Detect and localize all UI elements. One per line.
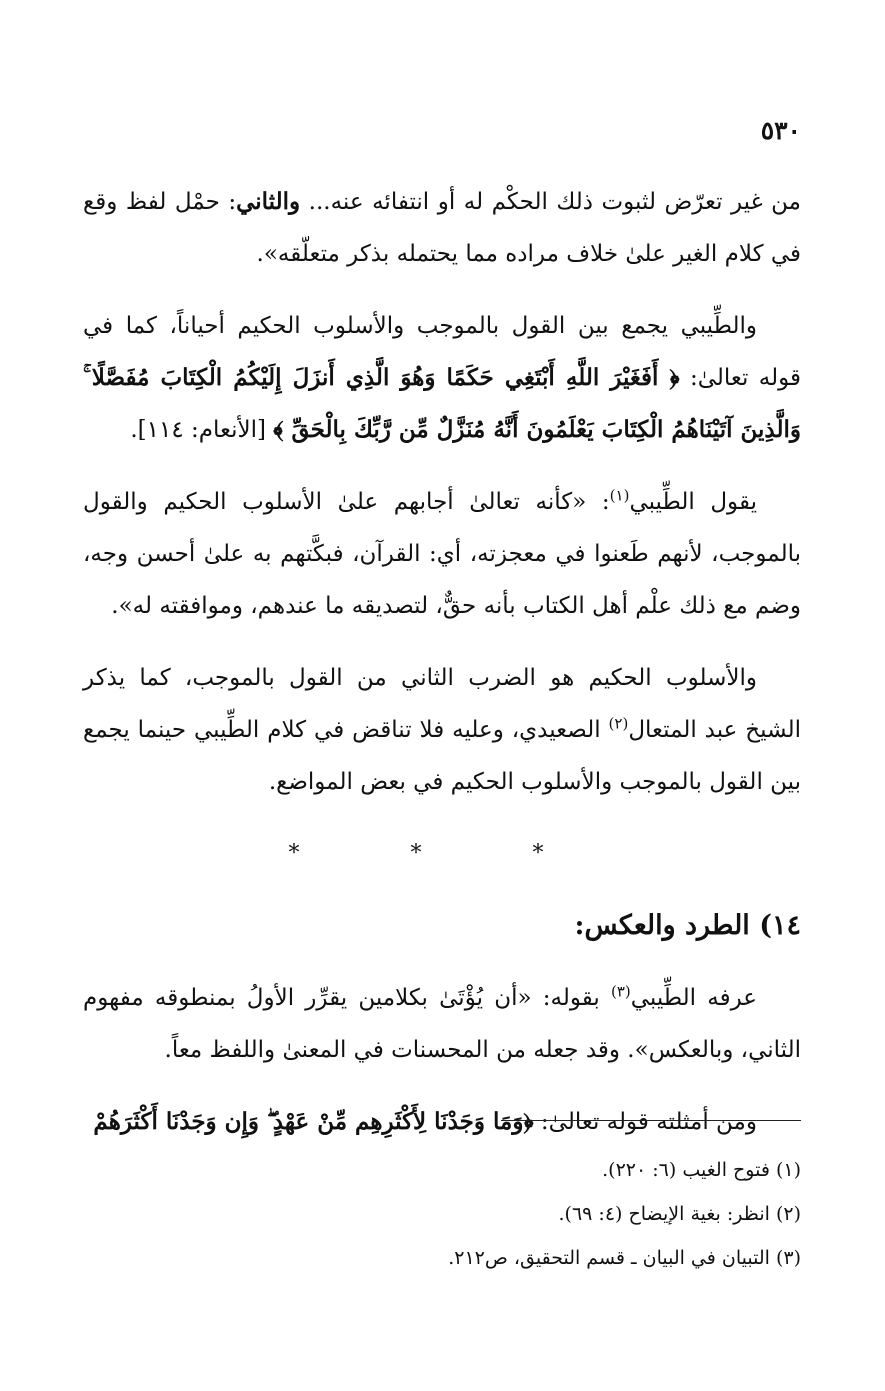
paragraph-3	[83, 476, 801, 632]
text-run: يقول الطِّيبي	[629, 489, 757, 515]
paragraph-1	[83, 176, 801, 280]
text-run: : حمْل لفظ وقع في كلام الغير علىٰ خلاف مراده مما يحتمله بذكر متعلّقه».	[83, 189, 801, 267]
footnote-marker[interactable]: (٢)	[608, 714, 629, 733]
paragraph-5	[83, 972, 801, 1076]
text-run: عرفه الطِّيبي	[630, 985, 757, 1011]
quran-verse: ﴿وَمَا وَجَدْنَا لِأَكْثَرِهِم مِّنْ عَهْدٍ ۖ وَإِن وَجَدْنَا أَكْثَرَهُمْ	[93, 1108, 534, 1135]
text-run: والطِّيبي يجمع بين القول بالموجب والأسلوب الحكيم أحياناً، كما في قوله تعالىٰ:	[83, 313, 801, 391]
text-run: من غير تعرّض لثبوت ذلك الحكْم له أو انتفائه عنه...	[300, 189, 801, 215]
bold-term: والثاني	[236, 188, 301, 215]
verse-reference: [الأنعام: ١١٤].	[130, 417, 274, 443]
main-text	[83, 176, 801, 1168]
text-run: بقوله: «أن يُؤْتَىٰ بكلامين يقرِّر الأولُ بمنطوقه مفهوم الثاني، وبالعكس». وقد جعله من المحسنات في المعنىٰ واللفظ معاً.	[83, 985, 801, 1063]
footnote-separator	[501, 1120, 801, 1121]
page-number: ٥٣٠	[760, 116, 801, 145]
footnote-1: (١) فتوح الغيب (٦: ٢٢٠).	[602, 1159, 801, 1181]
footnote-2: (٢) انظر: بغية الإيضاح (٤: ٦٩).	[558, 1203, 801, 1225]
paragraph-4	[83, 652, 801, 808]
quran-verse: ﴿ أَفَغَيْرَ اللَّهِ أَبْتَغِي حَكَمًا وَهُوَ الَّذِي أَنزَلَ إِلَيْكُمُ الْكِتَابَ مُفَصَّلًا ۚ وَالَّذِينَ آتَيْنَاهُمُ الْكِتَابَ يَعْلَمُونَ أَنَّهُ مُنَزَّلٌ مِّن رَّبِّكَ بِالْحَقِّ ﴾	[83, 364, 801, 443]
footnote-marker[interactable]: (١)	[609, 486, 630, 505]
footnotes	[83, 1148, 801, 1280]
text-run: : «كأنه تعالىٰ أجابهم علىٰ الأسلوب الحكيم والقول بالموجب، لأنهم طَعنوا في معجزته، أي: القرآن، فبكَّتهم به علىٰ أحسن وجه، وضم مع ذلك علْم أهل الكتاب بأنه حقٌّ، لتصديقه ما عندهم، وموافقته له».	[83, 489, 801, 619]
footnote-marker[interactable]: (٣)	[610, 982, 631, 1001]
text-run: الصعيدي، وعليه فلا تناقض في كلام الطِّيبي حينما يجمع بين القول بالموجب والأسلوب الحكيم في بعض المواضع.	[83, 717, 801, 795]
section-divider: * * *	[288, 841, 596, 866]
footnote-3: (٣) التبيان في البيان ـ قسم التحقيق، ص٢١٢.	[448, 1247, 801, 1269]
text-run: ومن أمثلته قوله تعالىٰ:	[533, 1109, 757, 1135]
text-run: والأسلوب الحكيم هو الضرب الثاني من القول بالموجب، كما يذكر الشيخ عبد المتعال	[83, 665, 802, 743]
section-heading: ١٤) الطرد والعكس:	[574, 910, 801, 941]
paragraph-6	[83, 1096, 801, 1148]
paragraph-2	[83, 300, 801, 456]
